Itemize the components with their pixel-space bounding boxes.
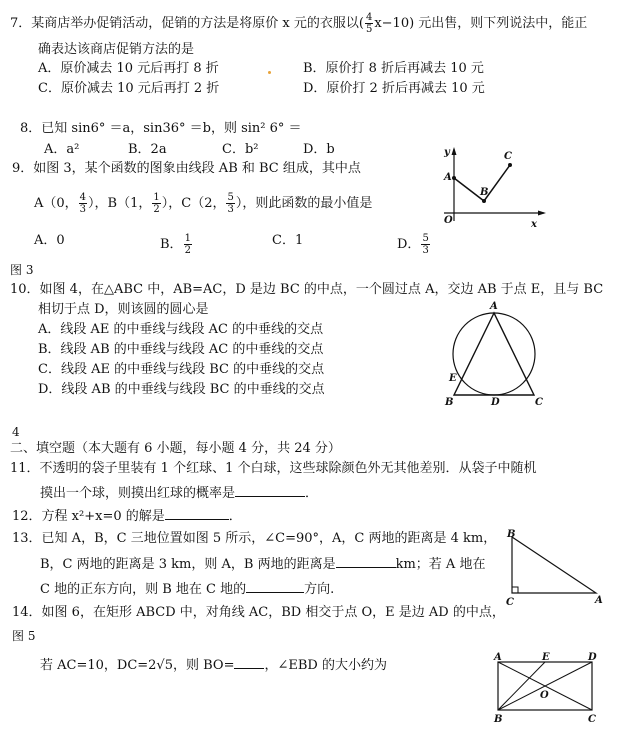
q11-answer-blank[interactable] [235, 484, 305, 497]
q9-option-b-den: 2 [184, 245, 191, 256]
q14-bo-blank[interactable] [234, 656, 264, 669]
q14-stem2a: 若 AC=10，DC=2√5，则 BO= [40, 658, 235, 673]
label-e: E [542, 652, 550, 663]
q9-option-d-label: D． [397, 237, 421, 252]
label-o: O [444, 215, 453, 226]
q14-stem2b: ，∠EBD 的大小约为 [264, 658, 387, 673]
q13-stem2 [40, 555, 485, 573]
point-b [482, 199, 486, 203]
q7-option-b: B．原价打 8 折后再减去 10 元 [303, 61, 484, 76]
q10-option-d: D．线段 AB 的中垂线与线段 BC 的中垂线的交点 [38, 382, 325, 397]
q10-stem2: 相切于点 D，则该圆的圆心是 [38, 302, 209, 317]
q10-option-a: A．线段 AE 的中垂线与线段 AC 的中垂线的交点 [38, 322, 324, 337]
figure-5-right-triangle [500, 527, 610, 609]
q8-option-d: D．b [303, 142, 335, 157]
stray-dot [268, 71, 271, 74]
q9-frac-a-num: 4 [79, 192, 87, 203]
q9-frac-c [226, 192, 234, 215]
q13-stem: 13．已知 A，B，C 三地位置如图 5 所示，∠C=90°，A，C 两地的距离是 4 km， [12, 531, 497, 546]
q13-stem2b: km；若 A 地在 [395, 557, 486, 572]
q9-frac-c-den: 3 [227, 204, 234, 215]
triangle-abc [454, 313, 534, 395]
q9-option-a: A．0 [34, 233, 65, 248]
q9-frac-b-num: 1 [153, 192, 160, 203]
q7-stem [10, 12, 587, 35]
q9-option-d [397, 233, 431, 256]
segment-be [498, 662, 545, 710]
point-a [452, 176, 456, 180]
q11-stem: 11．不透明的袋子里装有 1 个红球、1 个白球，这些球除颜色外无其他差别．从袋子中随机 [10, 461, 537, 476]
label-c: C [504, 151, 512, 162]
q7-frac-num: 4 [365, 12, 373, 23]
q7-option-a: A．原价减去 10 元后再打 8 折 [38, 61, 219, 76]
y-axis-arrow-icon [452, 147, 457, 155]
q8-option-b: B．2a [128, 142, 167, 157]
label-e: E [449, 373, 457, 384]
q13-distance-blank[interactable] [336, 555, 396, 568]
q9-point-c: ），C（2， [161, 196, 226, 211]
q12-stem-text: 12．方程 x²+x=0 的解是 [12, 509, 165, 524]
label-d: D [588, 652, 597, 663]
fig3-caption: 图 3 [10, 263, 34, 277]
q13-stem3 [40, 580, 334, 598]
q9-option-b-num: 1 [184, 233, 191, 244]
label-c: C [506, 597, 514, 608]
q9-point-a: A（0， [34, 196, 78, 211]
q13-stem3b: 方向. [304, 582, 335, 597]
q9-stem-end: ），则此函数的最小值是 [235, 196, 373, 211]
q7-option-d: D．原价打 2 折后再减去 10 元 [303, 81, 485, 96]
label-b: B [494, 714, 503, 725]
q7-stem2: 确表达该商店促销方法的是 [38, 42, 195, 57]
figure-3-graph [440, 145, 560, 235]
q9-option-b [160, 233, 193, 256]
label-c: C [535, 397, 543, 408]
q9-option-d-num: 5 [422, 233, 429, 244]
q9-stem: 9．如图 3，某个函数的图象由线段 AB 和 BC 组成，其中点 [12, 161, 361, 176]
label-d: D [491, 397, 500, 408]
label-y: y [444, 147, 450, 158]
fig5-caption: 图 5 [12, 629, 36, 643]
q9-option-d-frac [421, 233, 429, 256]
q11-stem2: 摸出一个球，则摸出红球的概率是 ． [40, 486, 319, 501]
q7-fraction [365, 12, 373, 35]
q9-point-b: ），B（1， [88, 196, 152, 211]
q9-frac-a [79, 192, 87, 215]
q8-option-c: C．b² [222, 142, 259, 157]
q14-stem: 14．如图 6，在矩形 ABCD 中，对角线 AC，BD 相交于点 O，E 是边 AD 的中点， [12, 605, 505, 620]
label-b: B [480, 187, 489, 198]
label-a: A [494, 652, 502, 663]
q10-option-c: C．线段 AE 的中垂线与线段 BC 的中垂线的交点 [38, 362, 325, 377]
q12-answer-blank[interactable] [165, 507, 229, 520]
q8-stem: 8．已知 sin6° ＝a，sin36° ＝b，则 sin² 6° ＝ [20, 121, 302, 136]
q9-option-d-den: 3 [422, 245, 429, 256]
q7-option-c: C．原价减去 10 元后再打 2 折 [38, 81, 220, 96]
q13-stem2a: B，C 两地的距离是 3 km，则 A，B 两地的距离是 [40, 557, 336, 572]
figure-4-triangle-circle [440, 295, 550, 410]
q9-option-b-frac [184, 233, 192, 256]
q13-direction-blank[interactable] [246, 580, 304, 593]
label-b: B [445, 397, 454, 408]
label-b: B [507, 529, 516, 540]
label-x: x [531, 219, 537, 230]
right-angle-mark [512, 587, 518, 593]
x-axis-arrow-icon [538, 211, 546, 216]
q9-points [34, 192, 372, 215]
q7-stem-pre: 7．某商店举办促销活动，促销的方法是将原价 x 元的衣服以( [10, 16, 364, 31]
q9-option-b-label: B． [160, 237, 183, 252]
q7-frac-den: 5 [365, 24, 373, 35]
q9-option-c: C．1 [272, 233, 304, 248]
circle [453, 313, 535, 395]
point-c [508, 163, 512, 167]
label-a: A [490, 301, 498, 312]
fig4-caption: 4 [12, 425, 20, 439]
q13-stem3a: C 地的正东方向，则 B 地在 C 地的 [40, 582, 247, 597]
section-2-heading: 二、填空题（本大题有 6 小题，每小题 4 分，共 24 分） [10, 441, 341, 456]
q12-stem: 12．方程 x²+x=0 的解是 ． [12, 509, 242, 524]
label-o: O [540, 690, 549, 701]
label-c: C [588, 714, 596, 725]
figure-6-rectangle [488, 652, 608, 727]
q9-frac-a-den: 3 [79, 204, 87, 215]
q8-option-a: A．a² [44, 142, 80, 157]
q14-stem2 [40, 656, 387, 674]
q11-stem2-text: 摸出一个球，则摸出红球的概率是 [40, 486, 236, 501]
q9-frac-b [152, 192, 160, 215]
label-a: A [595, 595, 603, 606]
q9-frac-c-num: 5 [227, 192, 234, 203]
q10-stem: 10．如图 4，在△ABC 中，AB=AC，D 是边 BC 的中点，一个圆过点 A，交边 AB 于点 E，且与 BC [10, 282, 604, 297]
q10-option-b: B．线段 AB 的中垂线与线段 AC 的中垂线的交点 [38, 342, 324, 357]
label-a: A [444, 172, 452, 183]
q9-frac-b-den: 2 [153, 204, 160, 215]
q7-stem-post: x−10) 元出售，则下列说法中，能正 [374, 16, 588, 31]
triangle-abc [512, 537, 596, 593]
